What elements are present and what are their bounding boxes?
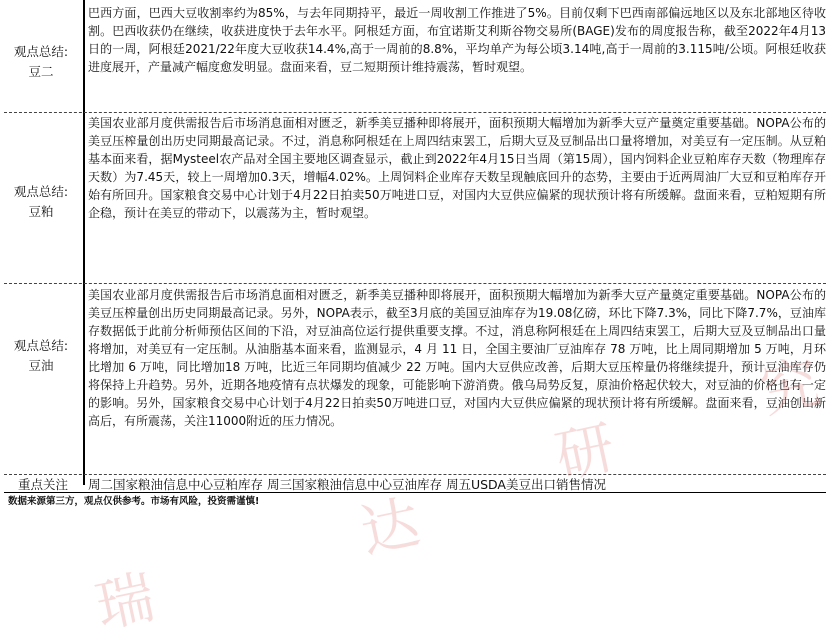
watermark-char: 达 [354, 487, 426, 567]
watermark-char: 究 [754, 347, 826, 427]
section-text-soyoil: 美国农业部月度供需报告后市场消息面相对匮乏，新季美豆播种即将展开，面积预期大幅增加为新季大豆产量奠定重要基础。NOPA公布的美豆压榨量创出历史同期最高记录。另外，NOPA表示，截至3月底的美国豆油库存为19.08亿磅，环比下降7.3%，同比下降7.7%，豆油库存数据低于此前分析师预估区间的下沿，对豆油高位运行提供重要支撑。不过，消息称阿根廷在上周四结束罢工，后期大豆及豆制品出口量将增加，对美豆有一定压制。从油脂基本面来看，监测显示，4 月 11 日，全国主要油厂豆油库存 78 万吨，比上周同期增加 5 万吨，月环比增加 6 万吨，同比增加18 万吨，比近三年同期均值减少 22 万吨。国内大豆供应改善，后期大豆压榨量仍将继续提升，预计豆油库存仍将保持上升趋势。另外，近期各地疫情有点状爆发的现象，可能影响下游消费。俄乌局势反复，原油价格起伏较大，对豆油的价格也有一定的影响。另外，国家粮食交易中心计划于4月22日拍卖50万吨进口豆，对国内大豆供应偏紧的现状预计将有所缓解。盘面来看，豆油创出新高后，有所震荡，关注11000附近的压力情况。 [88, 288, 826, 428]
section-label-soymeal [0, 182, 82, 222]
column-divider [83, 0, 85, 485]
section-label-product: 豆二 [28, 64, 54, 79]
watermark-char: 瑞 [89, 562, 161, 642]
table-bottom-border [4, 492, 826, 493]
section-label-product: 豆油 [28, 358, 54, 373]
focus-label: 重点关注 [17, 477, 68, 492]
section-label-soyoil [0, 336, 82, 376]
focus-text: 周二国家粮油信息中心豆粕库存 周三国家粮油信息中心豆油库存 周五USDA美豆出口销售情况 [88, 477, 606, 492]
section-separator [4, 112, 826, 113]
section-separator [4, 474, 826, 475]
disclaimer: 数据来源第三方，观点仅供参考。市场有风险，投资需谨慎! [8, 496, 260, 507]
section-label-title: 观点总结: [13, 184, 69, 199]
section-label-bean2 [0, 42, 82, 82]
section-label-title: 观点总结: [13, 338, 69, 353]
watermark-char: 研 [549, 412, 621, 492]
section-label-product: 豆粕 [28, 204, 54, 219]
section-text-bean2: 巴西方面，巴西大豆收割率约为85%，与去年同期持平，最近一周收割工作推进了5%。目前仅剩下巴西南部偏远地区以及东北部地区待收割。巴西收获仍在继续，收获进度快于去年水平。阿根廷方面，布宜诺斯艾利斯谷物交易所(BAGE)发布的周度报告称，截至2022年4月13日的一周，阿根廷2021/22年度大豆收获14.4%,高于一周前的8.8%，平均单产为每公顷3.14吨,高于一周前的3.115吨/公顷。阿根廷收获进度展开，产量减产幅度愈发明显。盘面来看，豆二短期预计维持震荡，暂时观望。 [88, 6, 826, 74]
section-separator [4, 283, 826, 284]
section-label-title: 观点总结: [13, 44, 69, 59]
section-text-soymeal: 美国农业部月度供需报告后市场消息面相对匮乏，新季美豆播种即将展开，面积预期大幅增加为新季大豆产量奠定重要基础。NOPA公布的美豆压榨量创出历史同期最高记录。不过，消息称阿根廷在上周四结束罢工，后期大豆及豆制品出口量将增加，对美豆有一定压制。从豆粕基本面来看，据Mysteel农产品对全国主要地区调查显示，截止到2022年4月15日当周（第15周），国内饲料企业豆粕库存天数（物理库存天数）为7.45天，较上一周增加0.3天，增幅4.02%。上周饲料企业库存天数呈现触底回升的态势，主要由于近两周油厂大豆和豆粕库存开始有所回升。国家粮食交易中心计划于4月22日拍卖50万吨进口豆，对国内大豆供应偏紧的现状预计将有所缓解。盘面来看，豆粕短期有所企稳，预计在美豆的带动下，以震荡为主，暂时观望。 [88, 116, 826, 220]
